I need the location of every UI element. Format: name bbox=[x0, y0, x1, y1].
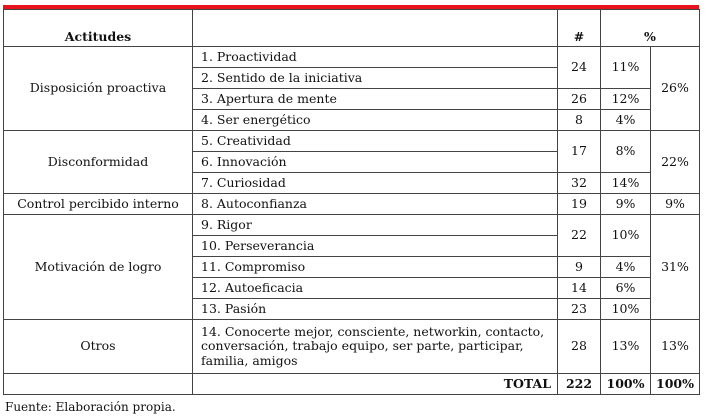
item-label: 9. Rigor bbox=[193, 215, 558, 236]
group-name: Motivación de logro bbox=[4, 215, 193, 320]
item-label: 1. Proactividad bbox=[193, 47, 558, 68]
item-label: 13. Pasión bbox=[193, 299, 558, 320]
group-percent: 22% bbox=[651, 131, 700, 194]
item-label: 3. Apertura de mente bbox=[193, 89, 558, 110]
item-percent: 10% bbox=[601, 215, 651, 257]
item-percent: 14% bbox=[601, 173, 651, 194]
item-percent: 11% bbox=[601, 47, 651, 89]
item-label: 5. Creatividad bbox=[193, 131, 558, 152]
total-blank bbox=[4, 374, 193, 395]
table-row bbox=[4, 194, 700, 215]
item-count: 24 bbox=[558, 47, 601, 89]
item-count: 14 bbox=[558, 278, 601, 299]
group-name: Disconformidad bbox=[4, 131, 193, 194]
table-row bbox=[4, 215, 700, 236]
item-count: 9 bbox=[558, 257, 601, 278]
item-percent: 4% bbox=[601, 110, 651, 131]
total-count: 222 bbox=[558, 374, 601, 395]
header-percent: % bbox=[601, 10, 700, 47]
group-percent: 26% bbox=[651, 47, 700, 131]
item-count: 32 bbox=[558, 173, 601, 194]
table-row bbox=[4, 47, 700, 68]
source-note: Fuente: Elaboración propia. bbox=[5, 400, 176, 414]
item-label: 4. Ser energético bbox=[193, 110, 558, 131]
header-actitudes: Actitudes bbox=[4, 10, 193, 47]
item-percent: 10% bbox=[601, 299, 651, 320]
group-percent: 31% bbox=[651, 215, 700, 320]
item-count: 19 bbox=[558, 194, 601, 215]
table-row bbox=[4, 320, 700, 374]
item-count: 28 bbox=[558, 320, 601, 374]
item-count: 8 bbox=[558, 110, 601, 131]
item-percent: 6% bbox=[601, 278, 651, 299]
item-label: 2. Sentido de la iniciativa bbox=[193, 68, 558, 89]
total-row bbox=[4, 374, 700, 395]
total-percent: 100% bbox=[601, 374, 651, 395]
item-percent: 12% bbox=[601, 89, 651, 110]
item-count: 17 bbox=[558, 131, 601, 173]
item-label: 12. Autoeficacia bbox=[193, 278, 558, 299]
total-label: TOTAL bbox=[193, 374, 558, 395]
item-label: 14. Conocerte mejor, consciente, networkin, contacto, conversación, trabajo equipo, ser parte, participar, familia, amigos bbox=[193, 320, 558, 374]
item-count: 23 bbox=[558, 299, 601, 320]
group-name: Disposición proactiva bbox=[4, 47, 193, 131]
item-percent: 4% bbox=[601, 257, 651, 278]
table-row bbox=[4, 131, 700, 152]
item-label: 10. Perseverancia bbox=[193, 236, 558, 257]
group-percent: 9% bbox=[651, 194, 700, 215]
header-count: # bbox=[558, 10, 601, 47]
item-label: 8. Autoconfianza bbox=[193, 194, 558, 215]
item-percent: 8% bbox=[601, 131, 651, 173]
item-percent: 9% bbox=[601, 194, 651, 215]
item-label: 7. Curiosidad bbox=[193, 173, 558, 194]
group-percent: 13% bbox=[651, 320, 700, 374]
table-header-row bbox=[4, 10, 700, 47]
total-group-percent: 100% bbox=[651, 374, 700, 395]
item-label: 6. Innovación bbox=[193, 152, 558, 173]
group-name: Control percibido interno bbox=[4, 194, 193, 215]
item-percent: 13% bbox=[601, 320, 651, 374]
group-name: Otros bbox=[4, 320, 193, 374]
attitudes-table bbox=[3, 9, 700, 395]
item-label: 11. Compromiso bbox=[193, 257, 558, 278]
header-blank bbox=[193, 10, 558, 47]
item-count: 26 bbox=[558, 89, 601, 110]
item-count: 22 bbox=[558, 215, 601, 257]
